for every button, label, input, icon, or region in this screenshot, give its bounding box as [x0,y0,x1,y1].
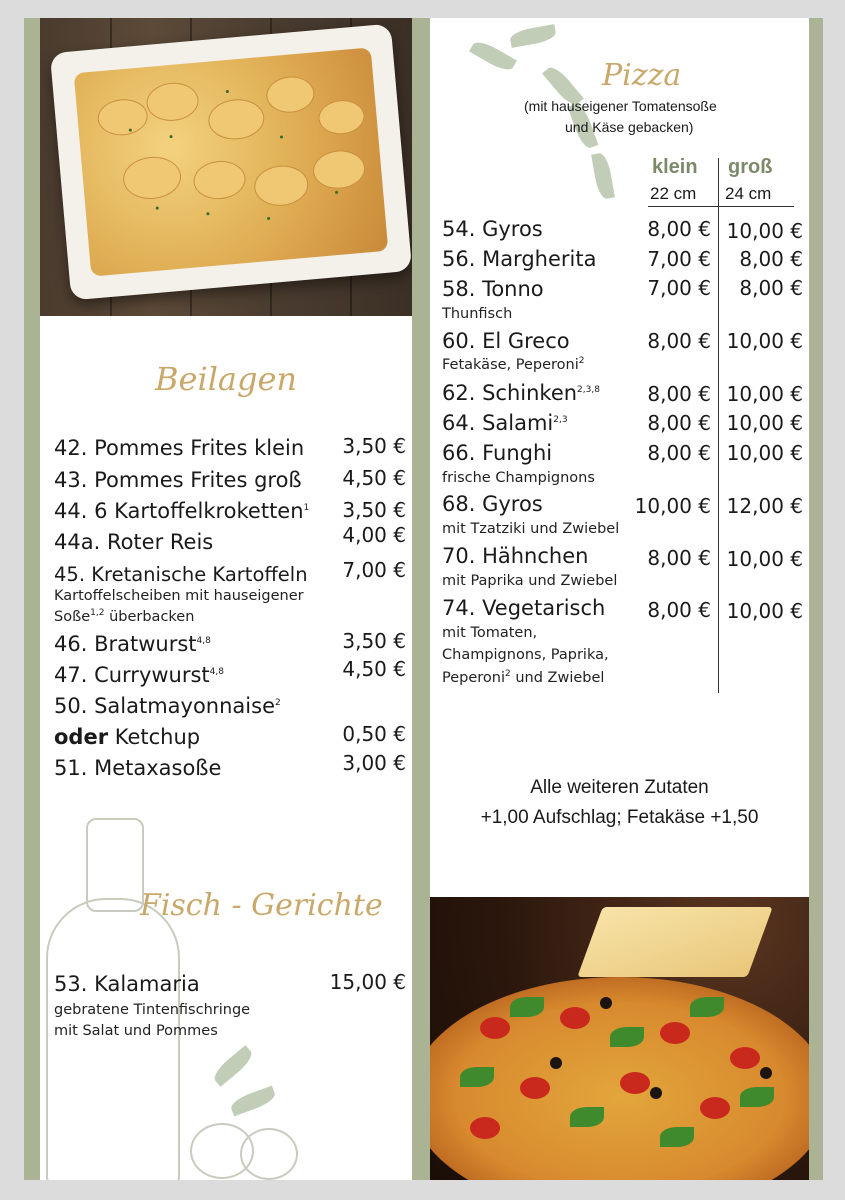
oil-jar-illustration [46,898,180,1180]
pizza-64-small: 8,00 € [647,411,711,435]
size-header-large: groß [728,156,773,178]
side-item-46: 46. Bratwurst$^{4,8}$ [54,632,211,656]
size-cm-large: 24 cm [725,184,772,203]
side-item-42: 42. Pommes Frites klein [54,436,305,460]
fish-desc-line2: mit Salat und Pommes [54,1023,218,1039]
pizza-image [430,977,809,1180]
olive-leaf [229,1086,278,1117]
pizza-66-small: 8,00 € [647,441,711,465]
pizza-68-small: 10,00 € [634,494,711,518]
side-price-44a: 4,00 € [342,523,406,547]
pizza-70-desc: mit Paprika und Zwiebel [442,573,618,589]
pizza-74-desc-line3: Peperoni$^2$ und Zwiebel [442,669,605,686]
pizza-74-desc-line1: mit Tomaten, [442,625,538,641]
header-underline [648,206,794,207]
olive-branch-leaf [509,24,557,48]
pizza-60-large: 10,00 € [726,329,803,353]
pizza-item-70: 70. Hähnchen [442,544,589,568]
side-item-47: 47. Currywurst$^{4,8}$ [54,663,224,687]
oil-jar-neck [86,818,144,912]
extra-toppings-note-line1: Alle weiteren Zutaten [530,777,709,798]
pizza-58-small: 7,00 € [647,276,711,300]
side-item-43: 43. Pommes Frites groß [54,468,302,492]
pizza-60-desc: Fetakäse, Peperoni$^2$ [442,356,585,373]
pizza-58-desc: Thunfisch [442,306,513,322]
side-item-ketchup: oder Ketchup [54,725,201,749]
pizza-item-60: 60. El Greco [442,329,570,353]
fish-item-53: 53. Kalamaria [54,972,200,996]
side-price-44: 3,50 € [342,498,406,522]
pizza-heading: Pizza [602,58,682,93]
pizza-66-desc: frische Champignons [442,470,595,486]
side-item-50: 50. Salatmayonnaise$^2$ [54,694,281,718]
pizza-item-56: 56. Margherita [442,247,597,271]
olive-illustration [240,1128,298,1180]
side-price-42: 3,50 € [342,434,406,458]
pizza-item-54: 54. Gyros [442,217,543,241]
side-desc-45-line1: Kartoffelscheiben mit hauseigener [54,588,304,604]
pizza-58-large: 8,00 € [739,276,803,300]
olive-branch-leaf [469,38,517,75]
left-column [40,18,412,1180]
pizza-62-large: 10,00 € [726,382,803,406]
pizza-photo [430,897,809,1180]
pizza-68-desc: mit Tzatziki und Zwiebel [442,521,620,537]
pizza-54-small: 8,00 € [647,217,711,241]
pizza-74-large: 10,00 € [726,599,803,623]
fisch-heading: Fisch - Gerichte [140,888,383,923]
extra-toppings-note-line2: +1,00 Aufschlag; Fetakäse +1,50 [480,807,759,828]
olive-leaf [210,1045,256,1087]
side-item-44: 44. 6 Kartoffelkroketten$^1$ [54,499,310,523]
side-price-43: 4,50 € [342,466,406,490]
pizza-item-74: 74. Vegetarisch [442,596,606,620]
pizza-item-68: 68. Gyros [442,492,543,516]
sage-frame-middle [411,18,430,1180]
side-item-51: 51. Metaxasoße [54,756,222,780]
pizza-56-small: 7,00 € [647,247,711,271]
pizza-64-large: 10,00 € [726,411,803,435]
beilagen-heading: Beilagen [155,360,298,398]
fish-desc-line1: gebratene Tintenfischringe [54,1002,251,1018]
pizza-60-small: 8,00 € [647,329,711,353]
pizza-item-58: 58. Tonno [442,277,544,301]
right-column [430,18,809,897]
side-price-ketchup: 0,50 € [342,722,406,746]
fish-price-53: 15,00 € [329,970,406,994]
pizza-68-large: 12,00 € [726,494,803,518]
side-item-44a: 44a. Roter Reis [54,530,214,554]
pizza-item-62: 62. Schinken$^{2,3,8}$ [442,381,600,405]
side-price-47: 4,50 € [342,657,406,681]
size-cm-small: 22 cm [650,184,697,203]
pizza-74-small: 8,00 € [647,598,711,622]
pizza-74-desc-line2: Champignons, Paprika, [442,647,609,663]
side-price-46: 3,50 € [342,629,406,653]
pizza-56-large: 8,00 € [739,247,803,271]
pizza-item-64: 64. Salami$^{2,3}$ [442,411,568,435]
side-item-45: 45. Kretanische Kartoffeln [54,563,308,586]
pizza-item-66: 66. Funghi [442,441,553,465]
cheese-block [577,907,772,977]
pizza-70-large: 10,00 € [726,547,803,571]
sage-frame-right [809,18,823,1180]
olive-branch-leaf [591,152,615,200]
pizza-70-small: 8,00 € [647,546,711,570]
size-header-small: klein [652,156,698,178]
pizza-62-small: 8,00 € [647,382,711,406]
pizza-54-large: 10,00 € [726,219,803,243]
side-price-45: 7,00 € [342,558,406,582]
column-divider [718,158,719,693]
side-desc-45-line2: Soße$^{1,2}$ überbacken [54,608,195,625]
baking-dish [50,24,412,301]
side-price-51: 3,00 € [342,751,406,775]
pizza-subtitle-line2: und Käse gebacken) [565,119,694,135]
pizza-66-large: 10,00 € [726,441,803,465]
pizza-subtitle-line1: (mit hauseigener Tomatensoße [524,98,717,114]
gratin-photo [40,18,412,316]
